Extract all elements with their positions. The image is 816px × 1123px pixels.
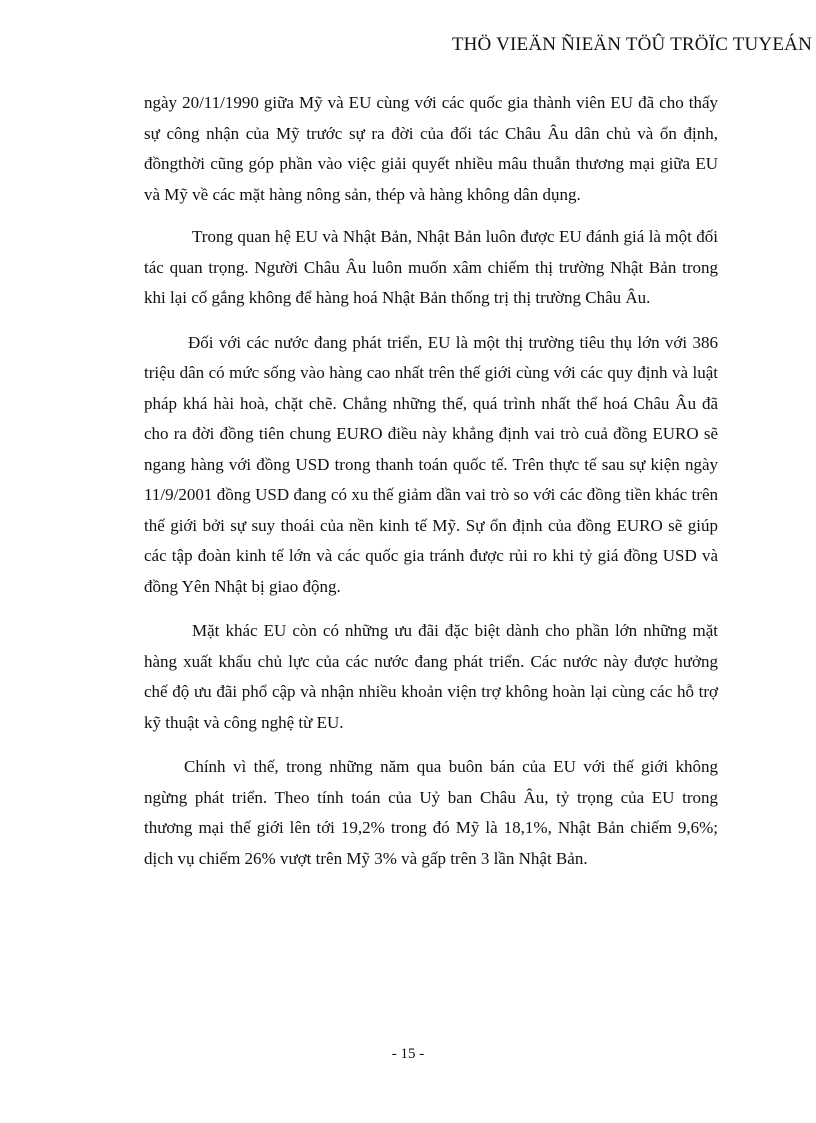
paragraph: Chính vì thế, trong những năm qua buôn bán của EU với thế giới không ngừng phát triển. Theo tính toán của Uỷ ban Châu Âu, tỷ trọng của EU trong thương mại thế giới lên tới 19,2% trong đó Mỹ là 18,1%, Nhật Bản chiếm 9,6%; dịch vụ chiếm 26% vượt trên Mỹ 3% và gấp trên 3 lần Nhật Bản. xyxy=(144,757,718,868)
page-header: THÖ VIEÄN ÑIEÄN TÖÛ TRÖÏC TUYEÁN xyxy=(451,34,812,55)
paragraph: Trong quan hệ EU và Nhật Bản, Nhật Bản luôn được EU đánh giá là một đối tác quan trọng. Người Châu Âu luôn muốn xâm chiếm thị trường Nhật Bản trong khi lại cố gắng không để hàng hoá Nhật Bản thống trị thị trường Châu Âu. xyxy=(144,227,718,307)
paragraph: Đối với các nước đang phát triển, EU là một thị trường tiêu thụ lớn với 386 triệu dân có mức sống vào hàng cao nhất trên thế giới cùng với các quy định và luật pháp khá hài hoà, chặt chẽ. Chẳng những thế, quá trình nhất thể hoá Châu Âu đã cho ra đời đồng tiên chung EURO điều này khẳng định vai trò cuả đồng EURO sẽ ngang hàng với đồng USD trong thanh toán quốc tế. Trên thực tế sau sự kiện ngày 11/9/2001 đồng USD đang có xu thế giảm dần vai trò so với các đồng tiền khác trên thế giới bởi sự suy thoái của nền kinh tế Mỹ. Sự ổn định của đồng EURO sẽ giúp các tập đoàn kinh tế lớn và các quốc gia tránh được rủi ro khi tỷ giá đồng USD và đồng Yên Nhật bị giao động. xyxy=(144,332,718,596)
paragraph: Mặt khác EU còn có những ưu đãi đặc biệt dành cho phần lớn những mặt hàng xuất khẩu chủ lực của các nước đang phát triển. Các nước này được hưởng chế độ ưu đãi phổ cập và nhận nhiều khoản viện trợ không hoàn lại cùng các hỗ trợ kỹ thuật và công nghệ từ EU. xyxy=(144,621,718,732)
document-body xyxy=(144,88,718,874)
page-number: - 15 - xyxy=(391,1046,425,1062)
paragraph: ngày 20/11/1990 giữa Mỹ và EU cùng với các quốc gia thành viên EU đã cho thấy sự công nhận của Mỹ trước sự ra đời của đối tác Châu Âu dân chủ và ổn định, đồngthời cũng góp phần vào việc giải quyết nhiều mâu thuẫn thương mại giữa EU và Mỹ về các mặt hàng nông sản, thép và hàng không dân dụng. xyxy=(144,93,718,204)
